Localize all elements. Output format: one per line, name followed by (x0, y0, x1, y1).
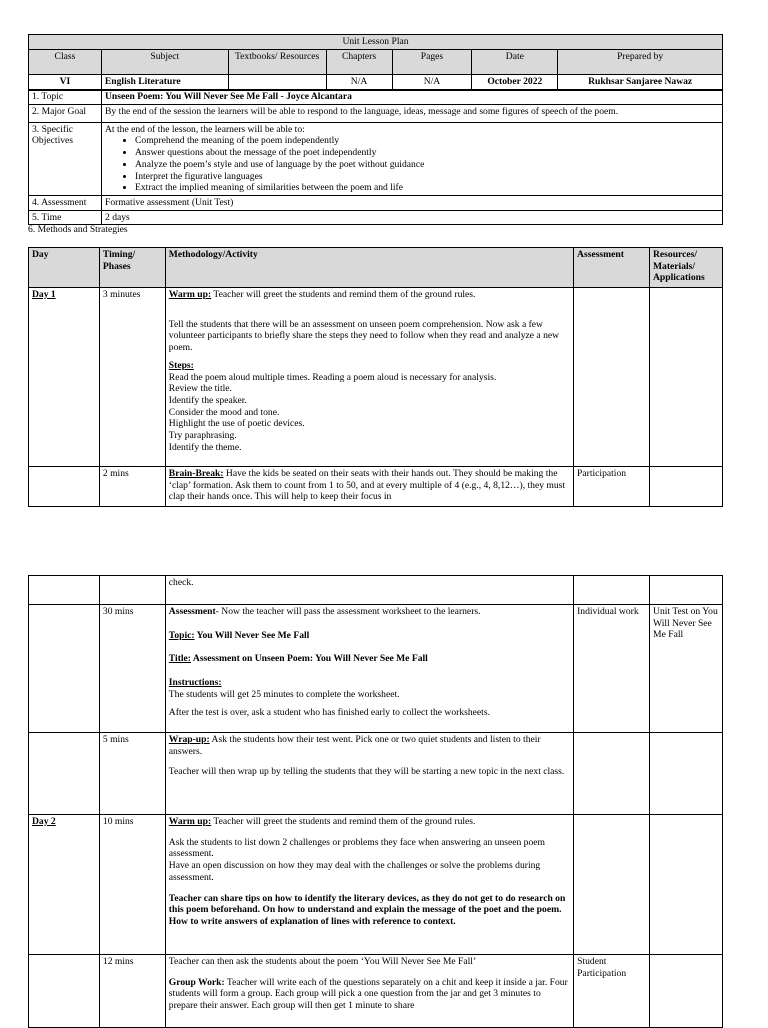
row-resources (650, 815, 723, 955)
row-assessment: Individual work (574, 605, 650, 733)
header-pages: Pages (392, 49, 472, 74)
warmup-text: Teacher will greet the students and remind them of the ground rules. (211, 816, 476, 827)
wrap-up-cell (165, 733, 573, 815)
group-work-cell (165, 955, 573, 1028)
brain-break-label: Brain-Break: (168, 468, 224, 479)
topic-value: Unseen Poem: You Will Never See Me Fall - Joyce Alcantara (102, 90, 723, 105)
row-resources (649, 288, 722, 467)
row-timing: 30 mins (99, 605, 165, 733)
warmup-cell (165, 288, 573, 467)
objective-item: • Extract the implied meaning of similarities between the poem and life (135, 182, 719, 194)
step-item: Identify the theme. (168, 441, 242, 453)
assessment-intro-text: - Now the teacher will pass the assessment worksheet to the learners. (215, 606, 481, 617)
topic-label: Topic: (168, 629, 195, 641)
steps-label: Steps: (168, 359, 194, 371)
row-timing: 10 mins (99, 815, 165, 955)
header-textbooks: Textbooks/ Resources (228, 49, 326, 74)
col-assessment: Assessment (574, 248, 650, 288)
topic-text: You Will Never See Me Fall (194, 629, 310, 641)
row-assessment (574, 576, 650, 605)
row-assessment: Student Participation (574, 955, 650, 1028)
day-2-label: Day 2 (29, 815, 100, 955)
warmup-paragraph-1: Ask the students to list down 2 challenges or problems they face when answering an unseen poem assessment. (168, 836, 545, 860)
methods-label: 6. Methods and Strategies (28, 224, 128, 235)
step-item: Identify the speaker. (168, 394, 247, 406)
goal-value: By the end of the session the learners will be able to respond to the language, ideas, message and some figures of speech of the poem. (102, 104, 723, 122)
step-item: Review the title. (168, 383, 232, 395)
row-timing: 3 minutes (99, 288, 165, 467)
step-item: Read the poem aloud multiple times. Reading a poem aloud is necessary for analysis. (168, 371, 497, 383)
row-timing: 2 mins (99, 467, 165, 507)
objectives-list (105, 135, 719, 194)
row-day (29, 733, 100, 815)
row-assessment (574, 733, 650, 815)
instruction-item: The students will get 25 minutes to complete the worksheet. (168, 688, 400, 700)
group-work-text: Teacher will write each of the questions separately on a chit and keep it inside a jar. Four students will form a group. Each group will pick a one question from the jar and get 3 minutes to prepare their answer. Each group will then get 1 minute to share (168, 976, 568, 1012)
value-date: October 2022 (472, 74, 558, 90)
objective-item: • Interpret the figurative languages (135, 171, 719, 183)
warmup-label: Warm up: (168, 816, 212, 827)
brain-break-cell (165, 467, 573, 507)
row-day (29, 605, 100, 733)
warmup-tips: Teacher can share tips on how to identify the literary devices, as they do not get to do research on this poem beforehand. On how to understand and explain the message of the poet and the poem. How to write answers of explanation of lines with reference to context. (168, 892, 566, 927)
instruction-item: After the test is over, ask a student who has finished early to collect the worksheets. (168, 706, 490, 718)
step-item: Try paraphrasing. (168, 430, 237, 442)
row-assessment (574, 815, 650, 955)
objectives-label: 3. Specific Objectives (29, 122, 102, 195)
row-timing: 5 mins (99, 733, 165, 815)
title-label: Title: (168, 653, 192, 665)
value-pages: N/A (392, 74, 472, 90)
time-value: 2 days (102, 210, 723, 225)
row-day (29, 955, 100, 1028)
row-resources (650, 733, 723, 815)
day2-warmup-cell (165, 815, 573, 955)
brain-break-text: Have the kids be seated on their seats with their hands out. They should be making the ‘clap’ formation. Ask them to count from 1 to 50, and at every multiple of 4 (e.g., 4, 8,12…), they must clap their hands once. This will help to keep their focus in (168, 468, 566, 503)
row-day (29, 576, 100, 605)
wrap-up-text: Ask the students how their test went. Pick one or two quiet students and listen to their answers. (168, 734, 541, 757)
activities-table-page1 (28, 247, 723, 507)
lesson-details-table (28, 89, 723, 225)
row-timing: 12 mins (99, 955, 165, 1028)
row-resources: Unit Test on You Will Never See Me Fall (650, 605, 723, 733)
value-prepared-by: Rukhsar Sanjaree Nawaz (558, 74, 723, 90)
header-chapters: Chapters (326, 49, 392, 74)
value-subject: English Literature (101, 74, 228, 90)
continued-text: check. (165, 576, 573, 605)
group-intro: Teacher can then ask the students about the poem ‘You Will Never See Me Fall’ (168, 956, 477, 967)
warmup-label: Warm up: (168, 289, 212, 300)
row-resources (650, 576, 723, 605)
value-class: VI (29, 74, 102, 90)
activities-table-page2 (28, 575, 723, 1028)
day-1-label: Day 1 (29, 288, 100, 467)
header-prepared-by: Prepared by (558, 49, 723, 74)
col-day: Day (29, 248, 100, 288)
assessment-activity-cell (165, 605, 573, 733)
warmup-paragraph: Tell the students that there will be an assessment on unseen poem comprehension. Now ask a few volunteer participants to briefly share the steps they need to follow when they read and analyze a new poem. (168, 318, 560, 354)
objective-item: • Comprehend the meaning of the poem independently (135, 135, 719, 147)
objectives-cell (102, 122, 723, 195)
value-chapters: N/A (326, 74, 392, 90)
wrap-up-label: Wrap-up: (168, 734, 210, 745)
plan-title: Unit Lesson Plan (29, 35, 723, 50)
title-text: Assessment on Unseen Poem: You Will Never See Me Fall (191, 653, 428, 665)
warmup-paragraph-2: Have an open discussion on how they may deal with the challenges or solve the problems during assessment. (168, 860, 541, 883)
col-resources: Resources/ Materials/ Applications (649, 248, 722, 288)
objective-item: • Analyze the poem’s style and use of language by the poet without guidance (135, 159, 719, 171)
goal-label: 2. Major Goal (29, 104, 102, 122)
objectives-intro: At the end of the lesson, the learners will be able to: (105, 123, 305, 135)
row-resources (650, 955, 723, 1028)
assessment-label: 4. Assessment (29, 195, 102, 210)
objective-item: • Answer questions about the message of the poet independently (135, 147, 719, 159)
time-label: 5. Time (29, 210, 102, 225)
group-work-label: Group Work: (168, 976, 225, 988)
header-subject: Subject (101, 49, 228, 74)
row-assessment (574, 288, 650, 467)
col-timing: Timing/ Phases (99, 248, 165, 288)
header-class: Class (29, 49, 102, 74)
assessment-intro-label: Assessment (168, 606, 216, 617)
header-date: Date (472, 49, 558, 74)
wrap-up-text-2: Teacher will then wrap up by telling the students that they will be starting a new topic in the next class. (168, 766, 565, 778)
lesson-plan-header-table (28, 34, 723, 91)
row-assessment: Participation (574, 467, 650, 507)
row-day (29, 467, 100, 507)
step-item: Consider the mood and tone. (168, 406, 280, 418)
col-methodology: Methodology/Activity (165, 248, 573, 288)
warmup-text: Teacher will greet the students and remind them of the ground rules. (211, 289, 476, 300)
instructions-label: Instructions: (168, 677, 222, 689)
assessment-value: Formative assessment (Unit Test) (102, 195, 723, 210)
step-item: Highlight the use of poetic devices. (168, 418, 305, 430)
row-resources (649, 467, 722, 507)
value-textbooks (228, 74, 326, 90)
row-timing (99, 576, 165, 605)
topic-label: 1. Topic (29, 90, 102, 105)
